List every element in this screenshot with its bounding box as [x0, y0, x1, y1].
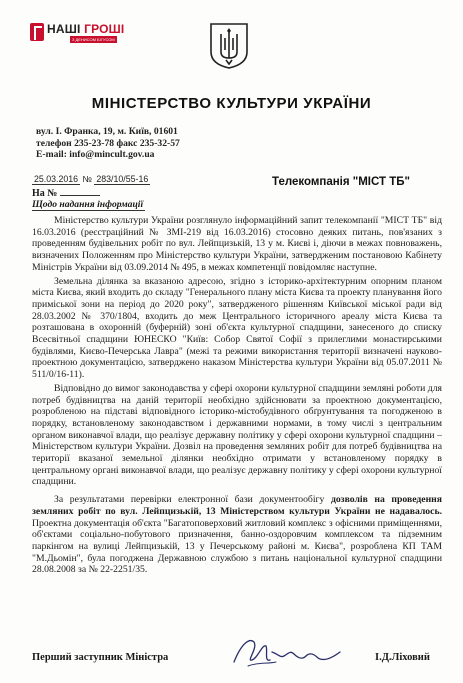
paragraph: Відповідно до вимог законодавства у сфері охорони культурної спадщини земляні роботи для потреб будівництва на даній території необхідно здійснювати за проектною документацією, розробленою на підставі відповідного історико-містобудівного обґрунтування та погодженою в порядку, встановленому законодавством і державними нормами, в тому числі з центральним органом виконавчої влади, що реалізує державну політику у сфері охорони культурної спадщини – Міністерством культури України. Дозвіл на проведення земляних робіт для потреб будівництва на території вказаної земельної ділянки необхідно отримати у встановленому порядку в центральному органі виконавчої влади, що реалізує державну політику у сфері охорони культурної спадщини. [32, 382, 442, 488]
ministry-title: МІНІСТЕРСТВО КУЛЬТУРИ УКРАЇНИ [91, 95, 372, 112]
handwritten-signature [228, 632, 346, 674]
conclusion-bold: дозволів на проведення земляних робіт по вул. Лейпцизькій, 13 Міністерством культури України не надавалось. [32, 494, 442, 517]
letter-subject: Щодо надання інформації [32, 199, 144, 210]
ministry-email: E-mail: info@mincult.gov.ua [36, 149, 155, 160]
brand-logo-mark [30, 23, 44, 41]
ministry-address: вул. І. Франка, 19, м. Київ, 01601 [36, 126, 178, 137]
paragraph-conclusion: За результатами перевірки електронної бази документообігу дозволів на проведення земляних робіт по вул. Лейпцизькій, 13 Міністерством культури України не надавалось. Проектна документація об'єкта "Багатоповерховий житловий комплекс з офісними приміщеннями, об'єктами соціально-побутового призначення, банно-оздоровчим комплексом та підземним паркінгом на вулиці Лейпцизькій, 13 у Печерському районі м. Києва", розроблена КП ТАМ "М.Дьомін", була погоджена Державною службою з питань національної культурної спадщини 28.08.2008 за № 22-2251/35. [32, 494, 442, 576]
recipient: Телекомпанія "МІСТ ТБ" [272, 176, 410, 188]
letter-number: 283/10/55-16 [96, 174, 149, 184]
coat-of-arms-icon [209, 22, 249, 70]
paragraph: Міністерство культури України розглянуло інформаційний запит телекомпанії "МІСТ ТБ" від 16.03.2016 (реєстраційний № ЗМІ-219 від 16.03.2016) стосовно деяких питань, пов'язаних з проведенням будівельних робіт по вул. Лейпцизькій, 13 у м. Києві і, діючи в межах повноважень, визначених Положенням про Міністерство культури України, затвердженим постановою Кабінету Міністрів України від 03.09.2014 № 495, в межах компетенції повідомляє наступне. [32, 215, 442, 273]
brand-logo-tagline: З ДЕНИСОМ БІГУСОМ [72, 37, 115, 42]
letter-body [32, 215, 442, 578]
signatory-title: Перший заступник Міністра [32, 652, 169, 663]
incoming-number-blank [60, 195, 100, 196]
brand-logo-name: НАШІ ГРОШІ [47, 22, 125, 36]
ministry-phone: телефон 235-23-78 факс 235-32-57 [36, 137, 180, 149]
ministry-contacts [36, 126, 180, 161]
incoming-reference: На № [32, 188, 100, 199]
number-label: № [82, 174, 92, 184]
paragraph: Земельна ділянка за вказаною адресою, згідно з історико-архітектурним опорним планом міста Києва, який входить до складу "Генерального плану міста Києва та проекту планування його приміської зони на період до 2020 року", затвердженого рішенням Київської міської ради від 28.03.2002 № 370/1804, входить до меж Центрального історичного ареалу міста Києва та розташована в охоронній (буферній) зоні об'єкта культурної спадщини, занесеного до списку Всесвітньої спадщини ЮНЕСКО "Київ: Собор Святої Софії з прилеглими монастирськими будівлями, Києво-Печерська Лавра" (межі та режими використання території визначені науково-проектною документацією, затверджено наказом Міністерства культури України від 05.07.2011 № 511/0/16-11). [32, 275, 442, 381]
letter-date: 25.03.2016 [34, 174, 79, 184]
outgoing-reference [32, 174, 150, 185]
brand-logo [30, 23, 130, 45]
signatory-name: І.Д.Ліховий [375, 652, 430, 663]
